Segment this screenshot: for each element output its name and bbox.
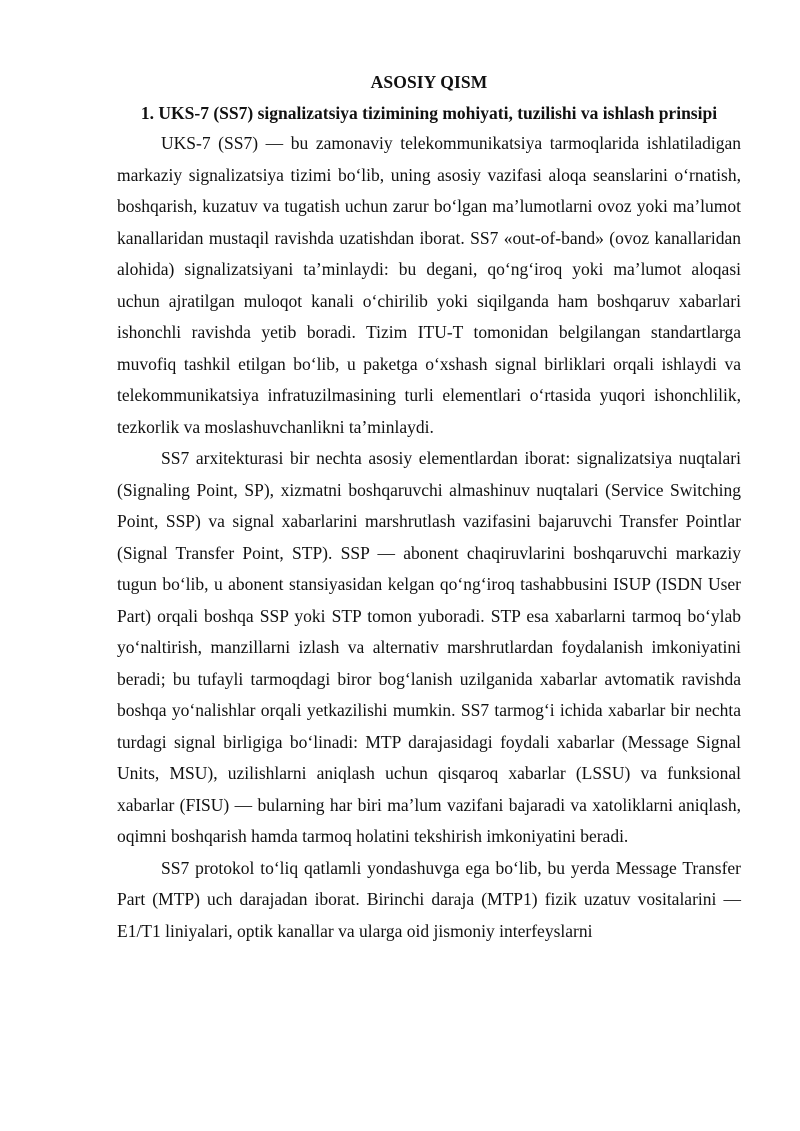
paragraph-ss7-overview: UKS-7 (SS7) — bu zamonaviy telekommunikatsiya tarmoqlarida ishlatiladigan markaziy signalizatsiya tizimi bo‘lib, uning asosiy vazifasi aloqa seanslarini o‘rnatish, boshqarish, kuzatuv va tugatish uchun zarur bo‘lgan ma’lumotlarni ovoz yoki ma’lumot kanallaridan mustaqil ravishda uzatishdan iborat. SS7 «out-of-band» (ovoz kanallaridan alohida) signalizatsiyani ta’minlaydi: bu degani, qo‘ng‘iroq yoki ma’lumot aloqasi uchun ajratilgan muloqot kanali o‘chirilib yoki siqilganda ham boshqaruv xabarlari ishonchli ravishda yetib boradi. Tizim ITU-T tomonidan belgilangan standartlarga muvofiq tashkil etilgan bo‘lib, u paketga o‘xshash signal birliklari orqali ishlaydi va telekommunikatsiya infratuzilmasining turli elementlari o‘rtasida yuqori ishonchlilik, tezkorlik va moslashuvchanlikni ta’minlaydi. xyxy=(117,133,741,437)
document-body xyxy=(117,68,741,947)
section-title: ASOSIY QISM xyxy=(370,72,488,92)
subsection-title: 1. UKS-7 (SS7) signalizatsiya tizimining mohiyati, tuzilishi va ishlash prinsipi xyxy=(140,103,718,123)
paragraph-ss7-protocol-layers: SS7 protokol to‘liq qatlamli yondashuvga ega bo‘lib, bu yerda Message Transfer Part (MTP) uch darajadan iborat. Birinchi daraja (MTP1) fizik uzatuv vositalarini — E1/T1 liniyalari, optik kanallar va ularga oid jismoniy interfeyslarni xyxy=(117,857,741,941)
paragraph-ss7-architecture: SS7 arxitekturasi bir nechta asosiy elementlardan iborat: signalizatsiya nuqtalari (Signaling Point, SP), xizmatni boshqaruvchi almashinuv nuqtalari (Service Switching Point, SSP) va signal xabarlarini marshrutlash vazifasini bajaruvchi Transfer Pointlar (Signal Transfer Point, STP). SSP — abonent chaqiruvlarini boshqaruvchi markaziy tugun bo‘lib, u abonent stansiyasidan kelgan qo‘ng‘iroq tashabbusini ISUP (ISDN User Part) orqali boshqa SSP yoki STP tomon yuboradi. STP esa xabarlarni tarmoq bo‘ylab yo‘naltirish, manzillarni izlash va alternativ marshrutlardan foydalanish imkoniyatini beradi; bu tufayli tarmoqdagi biror bog‘lanish uzilganida xabarlar avtomatik ravishda boshqa yo‘nalishlar orqali yetkazilishi mumkin. SS7 tarmog‘i ichida xabarlar bir nechta turdagi signal birligiga bo‘linadi: MTP darajasidagi foydali xabarlar (Message Signal Units, MSU), uzilishlarni aniqlash uchun qisqaroq xabarlar (LSSU) va funksional xabarlar (FISU) — bularning har biri ma’lum vazifani bajaradi va xatoliklarni aniqlash, oqimni boshqarish hamda tarmoq holatini tekshirish imkoniyatini beradi. xyxy=(117,448,741,846)
